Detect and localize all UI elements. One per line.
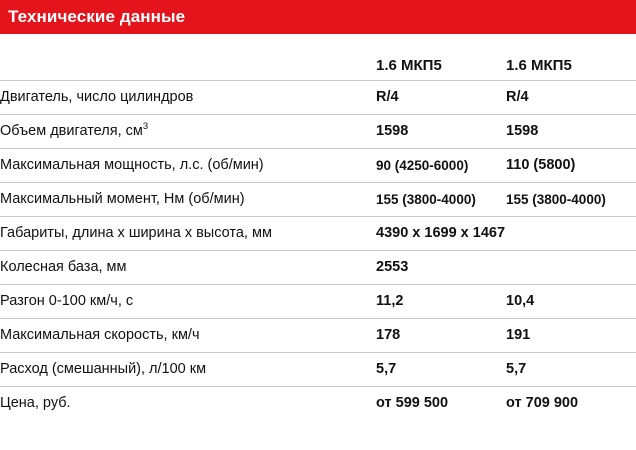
row-label: Колесная база, мм [0,250,376,284]
table-row [0,386,636,420]
row-value-variant-1: 5,7 [376,352,506,386]
row-label: Габариты, длина х ширина х высота, мм [0,216,376,250]
table-row [0,284,636,318]
row-value-variant-2: 1598 [506,114,636,148]
table-body [0,34,636,420]
row-value-merged: 2553 [376,250,636,284]
table-header-row [0,34,636,80]
row-value-variant-1: 1598 [376,114,506,148]
page-title: Технические данные [8,7,186,26]
row-value-variant-1: R/4 [376,80,506,114]
table-row [0,352,636,386]
row-label: Объем двигателя, $см^3$ [0,114,376,148]
column-header-variant-1: 1.6 МКП5 [376,56,442,74]
column-header-variant-2: 1.6 МКП5 [506,56,572,74]
row-value-variant-2: 10,4 [506,284,636,318]
row-value-merged: 4390 x 1699 x 1467 [376,216,636,250]
row-label: Максимальная скорость, км/ч [0,318,376,352]
row-value-variant-1: от 599 500 [376,386,506,420]
row-value-variant-1: 178 [376,318,506,352]
row-value-variant-1: 90 (4250-6000) [376,148,506,182]
table-row [0,114,636,148]
row-value-variant-2: от 709 900 [506,386,636,420]
row-value-variant-1: 11,2 [376,284,506,318]
table-row [0,80,636,114]
row-label: Цена, руб. [0,386,376,420]
label-superscript: 3 [142,121,149,133]
row-label: Максимальный момент, Нм (об/мин) [0,182,376,216]
row-value-variant-2: 110 (5800) [506,148,636,182]
row-value-variant-2: R/4 [506,80,636,114]
row-label: Максимальная мощность, л.с. (об/мин) [0,148,376,182]
row-value-variant-2: 5,7 [506,352,636,386]
table-row [0,182,636,216]
row-value-variant-2: 191 [506,318,636,352]
row-value-variant-1: 155 (3800-4000) [376,182,506,216]
table-row [0,216,636,250]
row-value-variant-2: 155 (3800-4000) [506,182,636,216]
header-bar [0,0,636,34]
table-row [0,148,636,182]
row-label: Двигатель, число цилиндров [0,80,376,114]
technical-data-table [0,34,636,420]
row-label: Разгон 0-100 км/ч, с [0,284,376,318]
column-header-label [0,34,376,80]
row-label: Расход (смешанный), л/100 км [0,352,376,386]
table-row [0,250,636,284]
table-row [0,318,636,352]
